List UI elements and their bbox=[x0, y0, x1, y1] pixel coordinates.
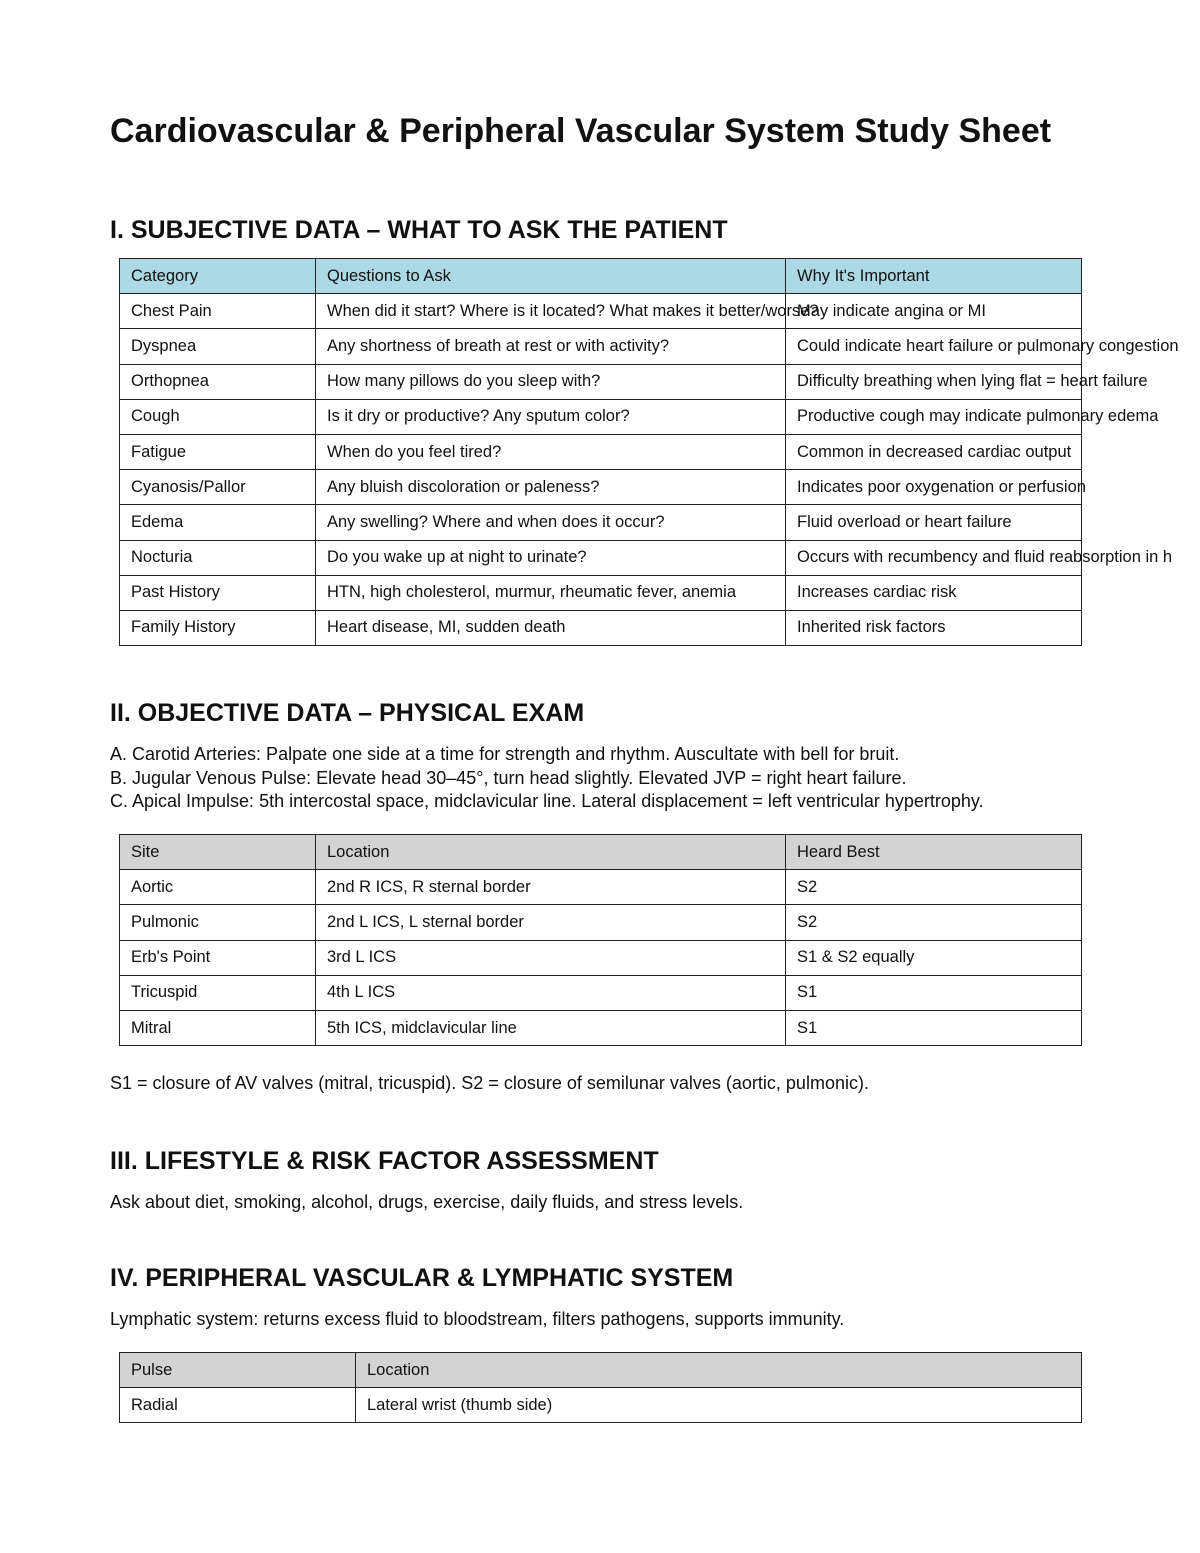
table-row bbox=[120, 329, 1082, 364]
table-cell: S1 bbox=[786, 1010, 1082, 1045]
table-row bbox=[120, 470, 1082, 505]
exam-line-carotid: A. Carotid Arteries: Palpate one side at a time for strength and rhythm. Auscultate with bell for bruit. bbox=[110, 744, 900, 764]
exam-line-jugular: B. Jugular Venous Pulse: Elevate head 30–45°, turn head slightly. Elevated JVP = right heart failure. bbox=[110, 768, 907, 788]
table-row bbox=[120, 870, 1082, 905]
table-row bbox=[120, 434, 1082, 469]
table-row bbox=[120, 294, 1082, 329]
table-cell: S2 bbox=[786, 870, 1082, 905]
table-cell: Aortic bbox=[120, 870, 316, 905]
table-cell: S2 bbox=[786, 905, 1082, 940]
table-cell: Mitral bbox=[120, 1010, 316, 1045]
table-cell: Fluid overload or heart failure bbox=[786, 505, 1082, 540]
table-cell: Past History bbox=[120, 575, 316, 610]
table-cell: Chest Pain bbox=[120, 294, 316, 329]
table-cell: Family History bbox=[120, 610, 316, 645]
table-cell: Edema bbox=[120, 505, 316, 540]
table-cell: Tricuspid bbox=[120, 975, 316, 1010]
table-cell: Cough bbox=[120, 399, 316, 434]
column-header: Questions to Ask bbox=[316, 259, 786, 294]
table-cell: Common in decreased cardiac output bbox=[786, 434, 1082, 469]
lifestyle-text: Ask about diet, smoking, alcohol, drugs, exercise, daily fluids, and stress levels. bbox=[110, 1192, 744, 1212]
table-row bbox=[120, 1388, 1082, 1423]
table-cell: 3rd L ICS bbox=[316, 940, 786, 975]
table-row bbox=[120, 399, 1082, 434]
table-cell: Occurs with recumbency and fluid reabsorption in h bbox=[786, 540, 1082, 575]
table-cell: Is it dry or productive? Any sputum color? bbox=[316, 399, 786, 434]
table-cell: Any bluish discoloration or paleness? bbox=[316, 470, 786, 505]
section-heading-lifestyle: III. LIFESTYLE & RISK FACTOR ASSESSMENT bbox=[110, 1147, 659, 1175]
table-cell: Pulmonic bbox=[120, 905, 316, 940]
column-header: Heard Best bbox=[786, 835, 1082, 870]
table-cell: Fatigue bbox=[120, 434, 316, 469]
table-row bbox=[120, 610, 1082, 645]
table-row bbox=[120, 1010, 1082, 1045]
page-title: Cardiovascular & Peripheral Vascular System Study Sheet bbox=[110, 112, 1052, 150]
column-header: Location bbox=[316, 835, 786, 870]
table-row bbox=[120, 505, 1082, 540]
column-header: Location bbox=[356, 1353, 1082, 1388]
table-row bbox=[120, 575, 1082, 610]
table-cell: 2nd R ICS, R sternal border bbox=[316, 870, 786, 905]
table-cell: How many pillows do you sleep with? bbox=[316, 364, 786, 399]
subjective-data-table bbox=[119, 258, 1179, 646]
table-cell: Any shortness of breath at rest or with activity? bbox=[316, 329, 786, 364]
table-cell: 4th L ICS bbox=[316, 975, 786, 1010]
table-cell: Difficulty breathing when lying flat = heart failure bbox=[786, 364, 1082, 399]
table-cell: Any swelling? Where and when does it occur? bbox=[316, 505, 786, 540]
table-cell: Increases cardiac risk bbox=[786, 575, 1082, 610]
table-cell: Lateral wrist (thumb side) bbox=[356, 1388, 1082, 1423]
table-cell: HTN, high cholesterol, murmur, rheumatic fever, anemia bbox=[316, 575, 786, 610]
table-cell: Do you wake up at night to urinate? bbox=[316, 540, 786, 575]
table-header-row bbox=[120, 1353, 1082, 1388]
table-cell: May indicate angina or MI bbox=[786, 294, 1082, 329]
table-cell: Erb's Point bbox=[120, 940, 316, 975]
table-header-row bbox=[120, 835, 1082, 870]
lymphatic-text: Lymphatic system: returns excess fluid to bloodstream, filters pathogens, supports immunity. bbox=[110, 1309, 845, 1329]
table-cell: Nocturia bbox=[120, 540, 316, 575]
table-cell: Inherited risk factors bbox=[786, 610, 1082, 645]
table-cell: 5th ICS, midclavicular line bbox=[316, 1010, 786, 1045]
column-header: Site bbox=[120, 835, 316, 870]
section-heading-subjective: I. SUBJECTIVE DATA – WHAT TO ASK THE PATIENT bbox=[110, 216, 728, 244]
table-cell: Dyspnea bbox=[120, 329, 316, 364]
column-header: Category bbox=[120, 259, 316, 294]
table-row bbox=[120, 364, 1082, 399]
section-heading-objective: II. OBJECTIVE DATA – PHYSICAL EXAM bbox=[110, 699, 585, 727]
pulse-locations-table bbox=[119, 1352, 1082, 1423]
column-header: Why It's Important bbox=[786, 259, 1082, 294]
table-cell: Radial bbox=[120, 1388, 356, 1423]
section-heading-peripheral: IV. PERIPHERAL VASCULAR & LYMPHATIC SYSTEM bbox=[110, 1264, 734, 1292]
table-cell: 2nd L ICS, L sternal border bbox=[316, 905, 786, 940]
table-row bbox=[120, 540, 1082, 575]
table-cell: S1 & S2 equally bbox=[786, 940, 1082, 975]
table-row bbox=[120, 940, 1082, 975]
exam-line-apical: C. Apical Impulse: 5th intercostal space, midclavicular line. Lateral displacement = left ventricular hypertrophy. bbox=[110, 791, 984, 811]
table-cell: Productive cough may indicate pulmonary edema bbox=[786, 399, 1082, 434]
table-row bbox=[120, 905, 1082, 940]
table-cell: Could indicate heart failure or pulmonary congestion bbox=[786, 329, 1082, 364]
table-cell: Heart disease, MI, sudden death bbox=[316, 610, 786, 645]
table-cell: S1 bbox=[786, 975, 1082, 1010]
table-row bbox=[120, 975, 1082, 1010]
table-cell: Orthopnea bbox=[120, 364, 316, 399]
table-header-row bbox=[120, 259, 1082, 294]
heart-sounds-note: S1 = closure of AV valves (mitral, tricuspid). S2 = closure of semilunar valves (aortic, pulmonic). bbox=[110, 1073, 869, 1093]
table-cell: When did it start? Where is it located? What makes it better/worse? bbox=[316, 294, 786, 329]
column-header: Pulse bbox=[120, 1353, 356, 1388]
table-cell: Cyanosis/Pallor bbox=[120, 470, 316, 505]
table-cell: Indicates poor oxygenation or perfusion bbox=[786, 470, 1082, 505]
auscultation-sites-table bbox=[119, 834, 1082, 1046]
table-cell: When do you feel tired? bbox=[316, 434, 786, 469]
